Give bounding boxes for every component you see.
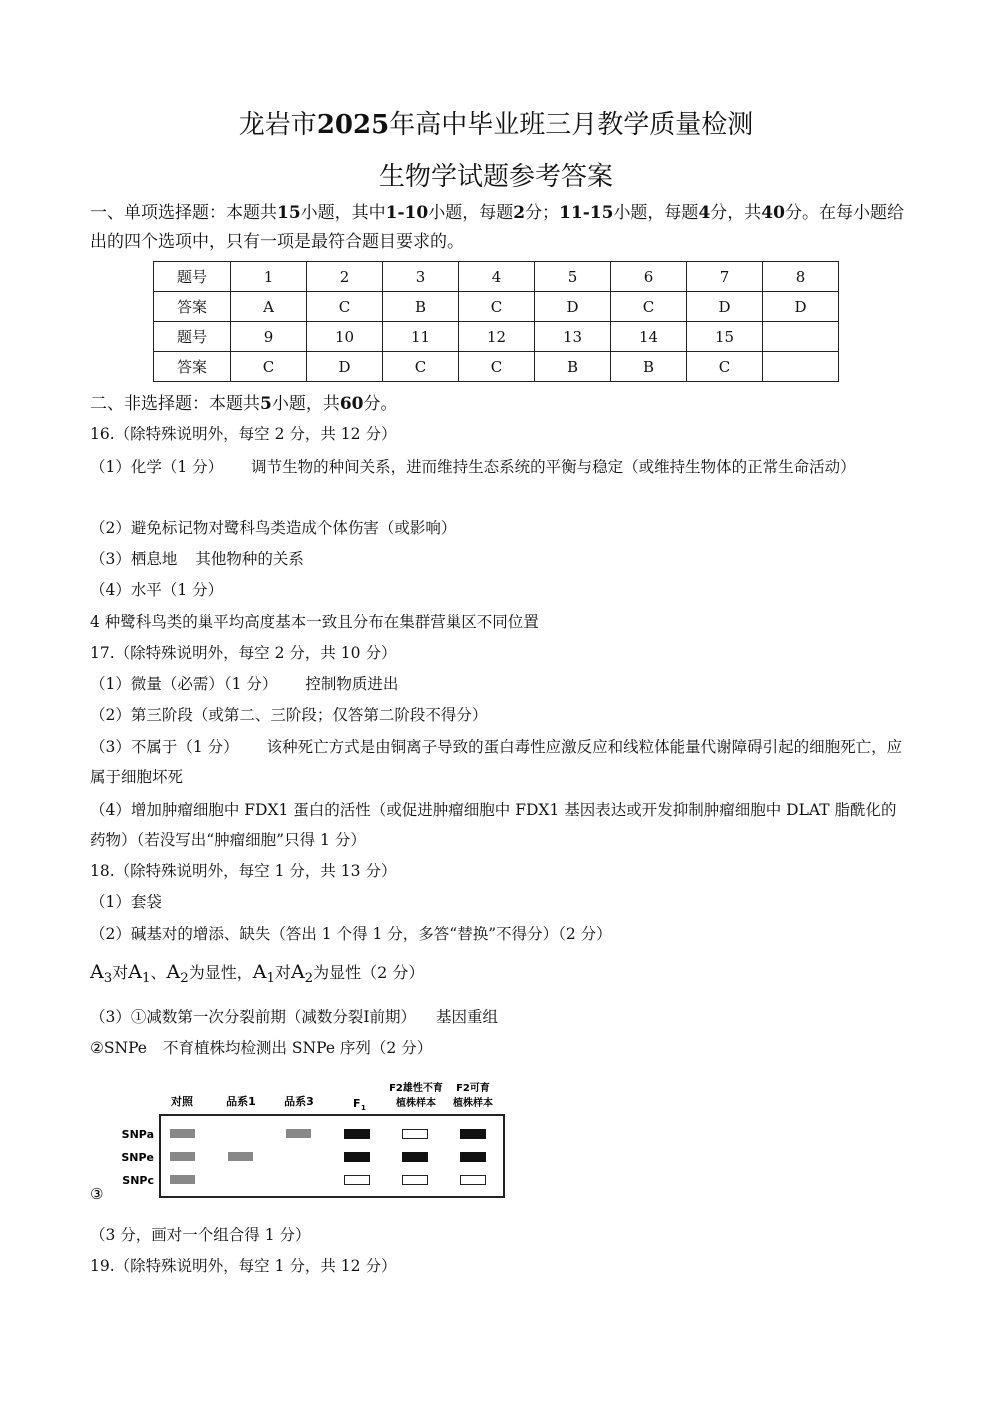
gel-band xyxy=(461,1176,486,1185)
answer-table xyxy=(153,261,839,382)
gel-band xyxy=(460,1129,486,1139)
table-cell: 8 xyxy=(763,262,839,292)
table-cell: 5 xyxy=(535,262,611,292)
table-cell: 答案 xyxy=(154,292,231,322)
gel-col-label: 品系1 xyxy=(226,1095,256,1108)
table-cell: 11 xyxy=(383,322,459,352)
q16-answer-2: （2）避免标记物对鹭科鸟类造成个体伤害（或影响） xyxy=(90,519,457,537)
table-cell: 14 xyxy=(611,322,687,352)
table-cell xyxy=(763,322,839,352)
q17-answer-1: （1）微量（必需）（1 分） 控制物质进出 xyxy=(90,675,399,693)
table-cell: C xyxy=(231,352,307,382)
gel-electrophoresis-diagram xyxy=(90,1076,530,1206)
table-cell: 3 xyxy=(383,262,459,292)
table-cell: B xyxy=(535,352,611,382)
gel-col-label: 植株样本 xyxy=(453,1098,493,1109)
q18-dominance: $A_3$对$A_1$、$A_2$为显性，$A_1$对$A_2$为显性（2 分） xyxy=(90,961,425,987)
q18-score-note: （3 分，画对一个组合得 1 分） xyxy=(90,1226,311,1244)
page-subtitle: 生物学试题参考答案 xyxy=(378,162,613,192)
gel-frame xyxy=(160,1115,504,1197)
table-row xyxy=(154,292,839,322)
gel-band xyxy=(345,1176,370,1185)
gel-col-label: F2可育 xyxy=(456,1083,490,1094)
table-cell: 4 xyxy=(459,262,535,292)
table-cell: D xyxy=(763,292,839,322)
gel-col-label: 对照 xyxy=(171,1095,193,1108)
table-cell: 2 xyxy=(307,262,383,292)
gel-band xyxy=(170,1175,195,1184)
gel-band xyxy=(170,1152,195,1161)
gel-band xyxy=(460,1152,486,1162)
gel-col-label: 植株样本 xyxy=(396,1098,436,1109)
gel-row-label: SNPe xyxy=(121,1151,154,1164)
table-cell: 7 xyxy=(687,262,763,292)
table-cell: D xyxy=(307,352,383,382)
gel-band xyxy=(228,1152,253,1161)
gel-band xyxy=(403,1176,428,1185)
q16-answer-4b: 4 种鹭科鸟类的巢平均高度基本一致且分布在集群营巢区不同位置 xyxy=(90,613,539,631)
gel-band xyxy=(344,1129,370,1139)
section2-instructions: 二、非选择题：本题共5小题，共60分。 xyxy=(90,394,398,414)
table-cell: B xyxy=(383,292,459,322)
q16-answer-1: （1）化学（1 分） 调节生物的种间关系，进而维持生态系统的平衡与稳定（或维持生物体的正常生命活动） xyxy=(90,458,856,476)
q18-answer-3b: ②SNPe 不育植株均检测出 SNPe 序列（2 分） xyxy=(90,1039,433,1057)
table-row xyxy=(154,322,839,352)
q17-head: 17.（除特殊说明外，每空 2 分，共 10 分） xyxy=(90,644,397,662)
table-cell: C xyxy=(459,352,535,382)
gel-col-label: F xyxy=(353,1097,361,1110)
table-cell xyxy=(763,352,839,382)
page-title: 龙岩市2025年高中毕业班三月教学质量检测 xyxy=(238,110,754,140)
table-cell: C xyxy=(383,352,459,382)
gel-row-label: SNPc xyxy=(122,1174,154,1187)
table-cell: C xyxy=(307,292,383,322)
table-cell: 12 xyxy=(459,322,535,352)
q18-head: 18.（除特殊说明外，每空 1 分，共 13 分） xyxy=(90,862,397,880)
gel-col-subscript: 1 xyxy=(361,1104,366,1112)
table-cell: D xyxy=(535,292,611,322)
table-cell: 10 xyxy=(307,322,383,352)
table-cell: 15 xyxy=(687,322,763,352)
table-cell: B xyxy=(611,352,687,382)
table-cell: 13 xyxy=(535,322,611,352)
table-cell: 题号 xyxy=(154,262,231,292)
table-cell: C xyxy=(459,292,535,322)
table-row xyxy=(154,262,839,292)
table-cell: 题号 xyxy=(154,322,231,352)
gel-band xyxy=(402,1152,428,1162)
q16-head: 16.（除特殊说明外，每空 2 分，共 12 分） xyxy=(90,425,397,443)
table-cell: 1 xyxy=(231,262,307,292)
q16-answer-3: （3）栖息地 其他物种的关系 xyxy=(90,550,304,568)
q18-answer-1: （1）套袋 xyxy=(90,893,162,911)
gel-band xyxy=(170,1129,195,1138)
table-cell: D xyxy=(687,292,763,322)
q17-answer-4: （4）增加肿瘤细胞中 FDX1 蛋白的活性（或促进肿瘤细胞中 FDX1 基因表达或开发抑制肿瘤细胞中 DLAT 脂酰化的药物）（若没写出“肿瘤细胞”只得 1 分） xyxy=(90,801,897,849)
gel-band xyxy=(403,1130,428,1139)
q17-answer-2: （2）第三阶段（或第二、三阶段；仅答第二阶段不得分） xyxy=(90,706,488,724)
section1-instructions: 一、单项选择题：本题共15小题，其中1-10小题，每题2分；11-15小题，每题4分，共40分。在每小题给出的四个选项中，只有一项是最符合题目要求的。 xyxy=(90,203,904,252)
table-row xyxy=(154,352,839,382)
gel-col-label: 品系3 xyxy=(284,1095,314,1108)
circle-three-marker: ③ xyxy=(90,1185,104,1203)
gel-band xyxy=(286,1129,311,1138)
q17-answer-3: （3）不属于（1 分） 该种死亡方式是由铜离子导致的蛋白毒性应激反应和线粒体能量代谢障碍引起的细胞死亡，应属于细胞坏死 xyxy=(90,738,903,786)
table-cell: A xyxy=(231,292,307,322)
table-cell: C xyxy=(687,352,763,382)
q18-answer-3: （3）①减数第一次分裂前期（减数分裂Ⅰ前期） 基因重组 xyxy=(90,1008,499,1026)
table-cell: C xyxy=(611,292,687,322)
q19-head: 19.（除特殊说明外，每空 1 分，共 12 分） xyxy=(90,1257,397,1275)
q16-answer-4: （4）水平（1 分） xyxy=(90,581,224,599)
table-cell: 答案 xyxy=(154,352,231,382)
gel-band xyxy=(344,1152,370,1162)
q18-answer-2: （2）碱基对的增添、缺失（答出 1 个得 1 分，多答“替换”不得分）（2 分） xyxy=(90,925,612,943)
table-cell: 6 xyxy=(611,262,687,292)
gel-col-label: F2雄性不育 xyxy=(389,1083,443,1094)
table-cell: 9 xyxy=(231,322,307,352)
gel-row-label: SNPa xyxy=(121,1128,154,1141)
